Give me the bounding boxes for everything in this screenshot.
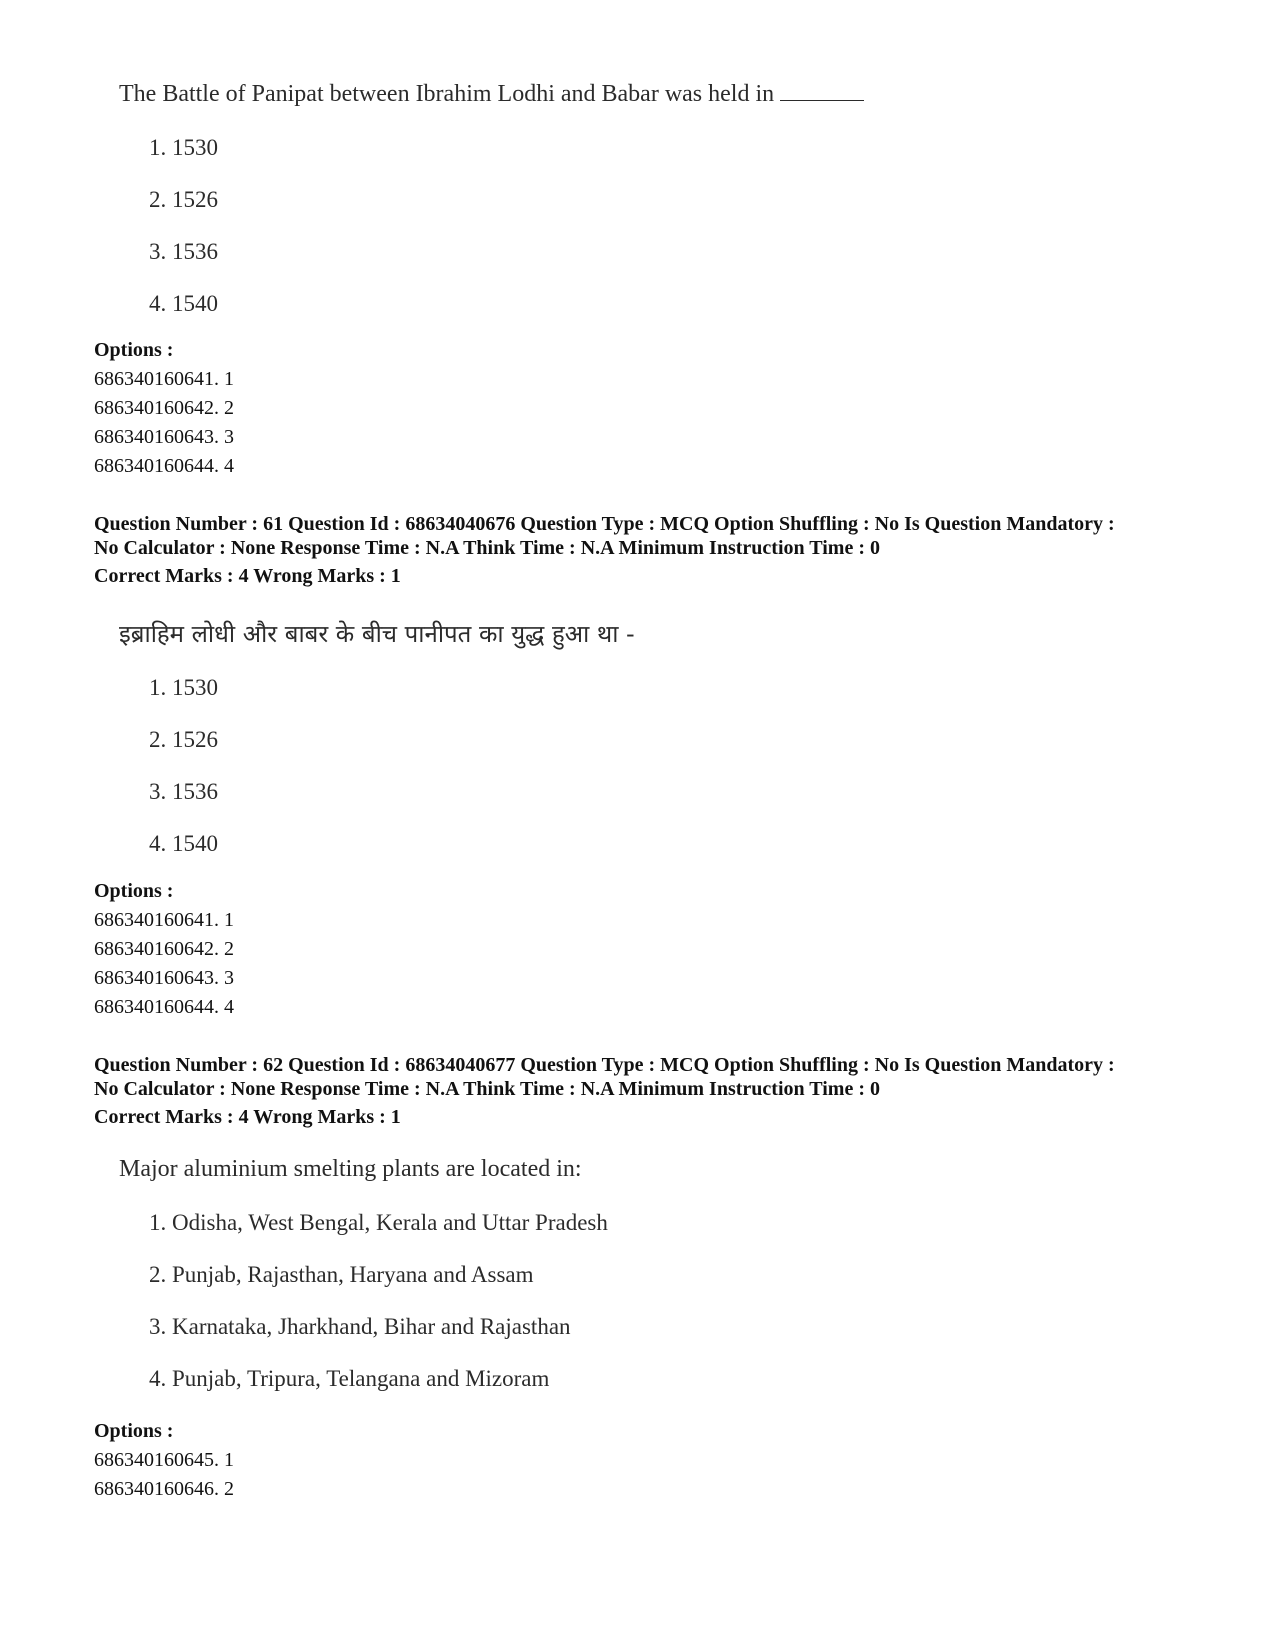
option-row: 686340160646. 2 (94, 1478, 234, 1500)
choice-item: 3. Karnataka, Jharkhand, Bihar and Rajasthan (149, 1314, 571, 1339)
question-61-block (0, 614, 1275, 876)
choice-item: 3. 1536 (149, 239, 218, 264)
question-62-image (119, 1149, 1275, 1411)
question-62-block (0, 1149, 1275, 1411)
question-61-header (0, 512, 1275, 588)
option-row: 686340160643. 3 (94, 426, 234, 448)
option-row: 686340160644. 4 (94, 996, 234, 1018)
option-row: 686340160644. 4 (94, 455, 234, 477)
choice-item: 2. 1526 (149, 187, 218, 212)
option-row: 686340160642. 2 (94, 397, 234, 419)
choice-item: 1. 1530 (149, 135, 218, 160)
options-heading: Options : (94, 880, 174, 902)
choice-item: 3. 1536 (149, 779, 218, 804)
question-marks: Correct Marks : 4 Wrong Marks : 1 (94, 565, 401, 587)
question-61-image (119, 614, 1275, 876)
question-marks: Correct Marks : 4 Wrong Marks : 1 (94, 1106, 401, 1128)
question-60-options (0, 336, 1275, 481)
question-60-block (0, 74, 1275, 336)
options-heading: Options : (94, 1420, 174, 1442)
question-meta-line: Question Number : 62 Question Id : 68634040677 Question Type : MCQ Option Shuffling : No Is Question Mandatory : (94, 1054, 1115, 1076)
answer-blank (780, 78, 864, 101)
question-61-options (0, 877, 1275, 1022)
question-60-image (119, 74, 1275, 336)
option-row: 686340160641. 1 (94, 909, 234, 931)
question-61-choices (119, 668, 1275, 876)
choice-item: 2. 1526 (149, 727, 218, 752)
question-60-choices (119, 128, 1275, 336)
option-row: 686340160645. 1 (94, 1449, 234, 1471)
question-62-choices (119, 1203, 1275, 1411)
question-62-options (0, 1417, 1275, 1504)
option-row: 686340160641. 1 (94, 368, 234, 390)
question-61-text: इब्राहिम लोधी और बाबर के बीच पानीपत का युद्ध हुआ था - (119, 620, 635, 648)
question-62-text: Major aluminium smelting plants are located in: (119, 1156, 582, 1182)
question-62-header (0, 1053, 1275, 1129)
choice-item: 1. Odisha, West Bengal, Kerala and Uttar Pradesh (149, 1210, 608, 1235)
choice-item: 1. 1530 (149, 675, 218, 700)
choice-item: 4. Punjab, Tripura, Telangana and Mizoram (149, 1366, 550, 1391)
option-row: 686340160642. 2 (94, 938, 234, 960)
choice-item: 4. 1540 (149, 831, 218, 856)
question-meta-line: Question Number : 61 Question Id : 68634040676 Question Type : MCQ Option Shuffling : No Is Question Mandatory : (94, 513, 1115, 535)
choice-item: 2. Punjab, Rajasthan, Haryana and Assam (149, 1262, 534, 1287)
question-meta-line: No Calculator : None Response Time : N.A Think Time : N.A Minimum Instruction Time : 0 (94, 537, 880, 559)
option-row: 686340160643. 3 (94, 967, 234, 989)
question-meta-line: No Calculator : None Response Time : N.A Think Time : N.A Minimum Instruction Time : 0 (94, 1078, 880, 1100)
choice-item: 4. 1540 (149, 291, 218, 316)
question-60-text: The Battle of Panipat between Ibrahim Lodhi and Babar was held in (119, 74, 1275, 114)
options-heading: Options : (94, 339, 174, 361)
